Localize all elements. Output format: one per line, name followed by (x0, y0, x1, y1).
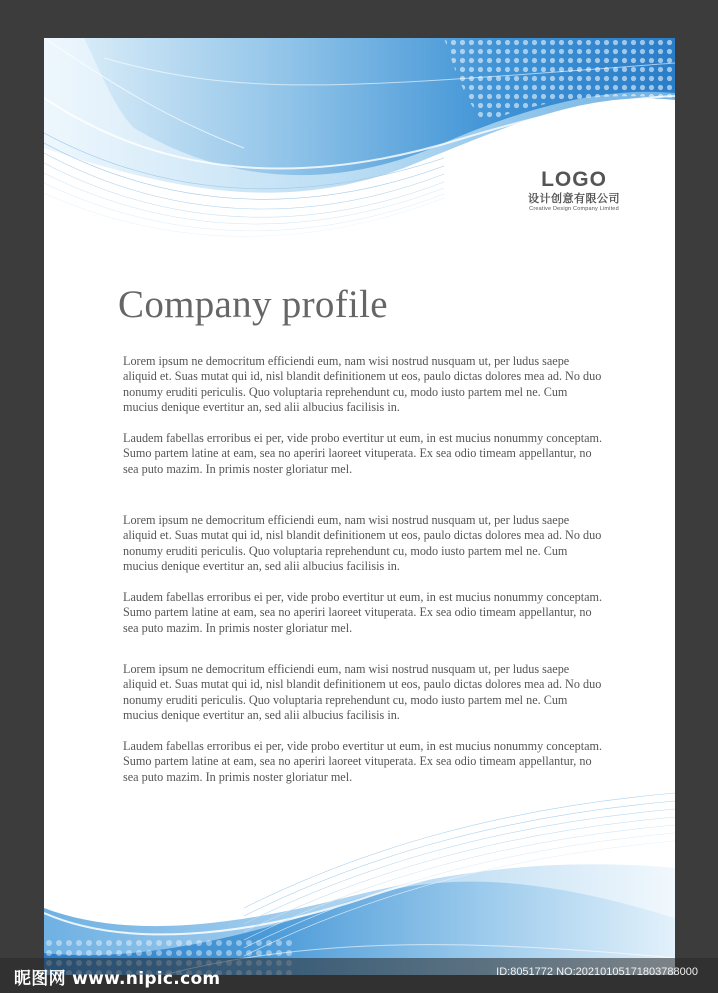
site-watermark: 昵图网 www.nipic.com (14, 969, 221, 989)
logo-chinese-name: 设计创意有限公司 (528, 193, 620, 205)
logo-text: LOGO (541, 168, 607, 191)
company-logo (512, 169, 636, 213)
body-paragraph: Lorem ipsum ne democritum efficiendi eum, nam wisi nostrud nusquam ut, per ludus saepe aliquid et. Suas mutat qui id, nisl blandit definitionem ut eos, paulo dictas dolores mea ad. No duo nonumy eruditi periculis. Quo voluptaria reprehendunt cu, modo iusto partem mel ne. Cum mucius denique evertitur an, sed alii albucius facilisis in. (123, 513, 602, 573)
body-paragraph: Laudem fabellas erroribus ei per, vide probo evertitur ut eum, in est mucius nonummy conceptam. Sumo partem latine at eam, sea no aperiri laoreet vituperata. Ex sea odio timeam appellantur, no sea puto mazim. In primis noster gloriatur mel. (123, 739, 603, 784)
bottom-wave-decoration (44, 788, 675, 975)
letterhead-page (44, 38, 675, 975)
body-paragraph: Lorem ipsum ne democritum efficiendi eum, nam wisi nostrud nusquam ut, per ludus saepe aliquid et. Suas mutat qui id, nisl blandit definitionem ut eos, paulo dictas dolores mea ad. No duo nonumy eruditi periculis. Quo voluptaria reprehendunt cu, modo iusto partem mel ne. Cum mucius denique evertitur an, sed alii albucius facilisis in. (123, 662, 602, 722)
body-paragraph: Laudem fabellas erroribus ei per, vide probo evertitur ut eum, in est mucius nonummy conceptam. Sumo partem latine at eam, sea no aperiri laoreet vituperata. Ex sea odio timeam appellantur, no sea puto mazim. In primis noster gloriatur mel. (123, 590, 603, 635)
body-paragraph: Lorem ipsum ne democritum efficiendi eum, nam wisi nostrud nusquam ut, per ludus saepe aliquid et. Suas mutat qui id, nisl blandit definitionem ut eos, paulo dictas dolores mea ad. No duo nonumy eruditi periculis. Quo voluptaria reprehendunt cu, modo iusto partem mel ne. Cum mucius denique evertitur an, sed alii albucius facilisis in. (123, 354, 602, 414)
body-paragraph: Laudem fabellas erroribus ei per, vide probo evertitur ut eum, in est mucius nonummy conceptam. Sumo partem latine at eam, sea no aperiri laoreet vituperata. Ex sea odio timeam appellantur, no sea puto mazim. In primis noster gloriatur mel. (123, 431, 603, 476)
logo-english-name: Creative Design Company Limited (529, 206, 619, 212)
image-id-watermark: ID:8051772 NO:20210105171803788000 (496, 966, 698, 978)
top-wave-decoration (44, 38, 675, 268)
document-title: Company profile (118, 283, 388, 326)
